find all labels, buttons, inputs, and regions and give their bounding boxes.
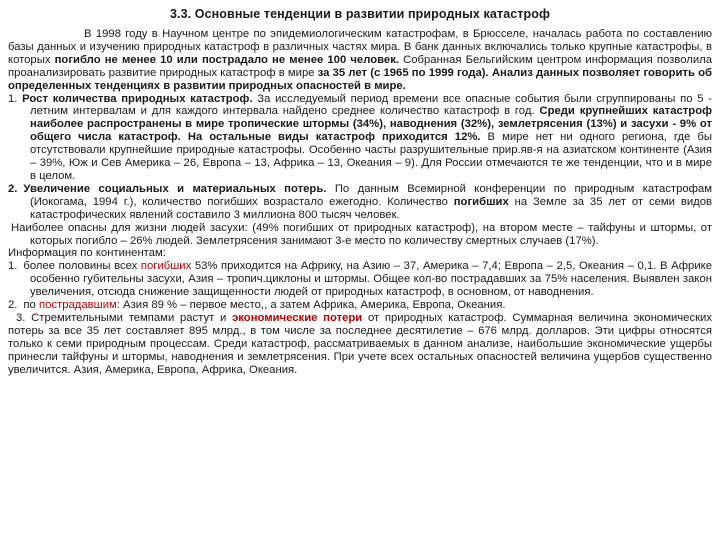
intro-paragraph — [8, 28, 712, 93]
continent-item-2 — [8, 299, 712, 312]
continent-item-1-red: погибших — [140, 260, 192, 273]
continent-item-1-text-1: более половины всех — [23, 260, 141, 273]
intro-text-3: Собранная Бельгийским центром информация позволила проанализировать развитие природных катастроф в мире — [8, 53, 713, 79]
section-3-text-1: Стремительными темпами растут и — [25, 311, 233, 324]
section-3-number: 3. — [16, 311, 26, 324]
continent-item-2-number: 2. — [8, 299, 18, 312]
intro-text-1: В 1998 году в Научном центре по эпидемиологическим катастрофам, в Брюсселе, началась работа по составлению базы данных и изучению природных катастроф в различных частях мира. В банк данных включались только крупные катастрофы, в которых — [8, 28, 712, 66]
section-1-text-3: В мире нет ни одного региона, где бы отсутствовали крупнейшие природные катастрофы. Особенно часты разрушительные прир.яв-я на азиатском континенте (Азия – 39%, Юж и Сев Америка – 26, Европа – 13, Африка – 13, Океания – 9). Для России отмечаются те же тенденции, что и в мире в целом. — [30, 131, 712, 182]
continent-item-1 — [8, 260, 712, 299]
continent-item-2-red: пострадавшим — [38, 299, 117, 312]
intro-bold-period: за 35 лет (с 1965 по 1999 года). Анализ данных позволяет говорить об определенных тенденциях в развитии природных опасностей в мире. — [8, 66, 712, 92]
continent-item-2-text-1: по — [23, 299, 39, 312]
page-title: 3.3. Основные тенденции в развитии природных катастроф — [169, 7, 551, 21]
section-2-paragraph — [8, 183, 712, 222]
section-2-bold-dead: погибших — [453, 195, 509, 208]
section-2-heading: Увеличение социальных и материальных потерь. — [23, 182, 327, 195]
section-1-text-1: За исследуемый период времени все опасные события были сгруппированы по 5 - летним интервалам и для каждого интервала найдено среднее количество катастроф в год. — [30, 92, 713, 118]
section-2-number: 2. — [8, 182, 18, 195]
section-1-number: 1 — [8, 92, 15, 105]
section-2-text-1: По данным Всемирной конференции по природным катастрофам (Иокогама, 1994 г.), количество погибших возрастало ежегодно. Количество — [30, 182, 712, 208]
intro-bold-victims: погибло не менее 10 или пострадало не менее 100 человек. — [54, 53, 399, 66]
continent-item-1-text-2: 53% приходится на Африку, на Азию – 37, Америка – 7,4; Европа – 2,5, Океания – 0,1. В Африке особенно губительны засухи, Азия – тропич.циклоны и штормы. Общее кол-во пострадавших за 75% населения. Выявлен закон увеличения, отсюда снижение защищенности людей от природных катастроф, в основном, от наводнения. — [30, 260, 712, 299]
section-3-paragraph — [8, 312, 712, 377]
continent-item-2-text-2: : Азия 89 % – первое место,, а затем Африка, Америка, Европа, Океания. — [116, 299, 506, 312]
continents-heading: Информация по континентам: — [8, 247, 166, 260]
document-body — [8, 28, 712, 376]
section-3-text-2: от природных катастроф. Суммарная величина экономических потерь за все 35 лет составляет 895 млрд., в том числе за последнее десятилетие – 676 млрд. долларов. Эти цифры относятся только к семи природным процессам. Среди катастроф, рассматриваемых в данном анализе, наибольшие экономические ущербы принесли тайфуны и штормы, наводнения и землетрясения. При учете всех остальных опасностей величина ущербов существенно увеличится. Азия, Америка, Европа, Африка, Океания. — [8, 311, 713, 376]
continent-item-1-number: 1. — [8, 260, 18, 273]
section-1-paragraph: 1. Рост количества природных катастроф. За исследуемый период времени все опасные события были сгруппированы по 5 - летним интервалам и для каждого интервала найдено среднее количество катастроф в год. Среди крупнейших катастроф наиболее распространены в мире тропические штормы (34%), наводнения (32%), землетрясения (13%) и засухи - 9% от общего числа катастроф. На остальные виды катастроф приходится 12%. В мире нет ни одного региона, где бы отсутствовали крупнейшие природные катастрофы. Особенно часты разрушительные прир.яв-я на азиатском континенте (Азия – 39%, Юж и Сев Америка – 26, Европа – 13, Африка – 13, Океания – 9). Для России отмечаются те же тенденции, что и в мире в целом. — [8, 92, 713, 182]
section-1-bold-stats: Среди крупнейших катастроф наиболее распространены в мире тропические штормы (34%), наводнения (32%), землетрясения (13%) и засухи - 9% от общего числа катастроф. На остальные виды катастроф приходится 12%. — [30, 105, 712, 144]
section-2-text-2: на Земле за 35 лет от семи видов катастрофических явлений составило 3 миллиона 800 тысяч человек. — [30, 195, 713, 221]
section-3-red-bold: экономические потери — [232, 311, 363, 324]
drought-paragraph: Наиболее опасны для жизни людей засухи: (49% погибших от природных катастроф), на втором месте – тайфуны и штормы, от которых погибло – 26% людей. Землетрясения занимают 3-е место по количеству смертных случаев (17%). — [11, 221, 712, 247]
section-1-heading: Рост количества природных катастроф. — [22, 92, 253, 105]
